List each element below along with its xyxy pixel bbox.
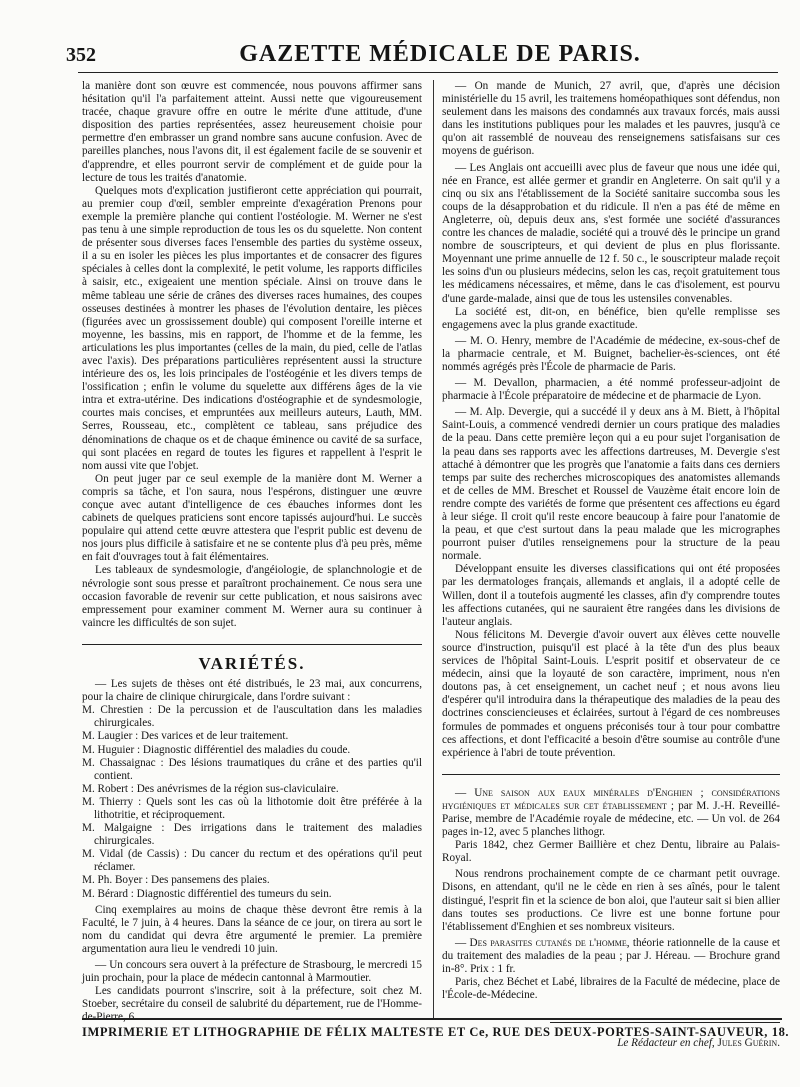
thesis-item: M. Malgaigne : Des irrigations dans le traitement des maladies chirurgicales. xyxy=(82,822,422,848)
review-text: Nous rendrons prochainement compte de ce charmant petit ouvrage. Disons, en attendant, qu'il ne le cède en rien à ses aînés, pour le talent distingué, l'esprit fin et la science de bon aloi, que l'auteur sait si bien allier dans toutes ses productions. Ce livre est une bonne fortune pour l'établissement d'Enghien et ses nombreux visiteurs. xyxy=(442,868,780,933)
review-paragraph: Les tableaux de syndesmologie, d'angéiologie, de splanchnologie et de névrologie sont sous presse et paraîtront prochainement. Ce nous sera une occasion favorable de revenir sur cette publication, et nous saisirons avec empressement pour examiner comment M. Werner aura su continuer à vaincre les difficultés de son sujet. xyxy=(82,564,422,629)
news-paragraph: — M. Alp. Devergie, qui a succédé il y deux ans à M. Biett, à l'hôpital Saint-Louis, a commencé vendredi dernier un cours pratique des maladies de la peau. Dans cette première leçon qui a eu pour sujet l'organisation de la peau dans ses rapports avec les affections dartreuses, M. Devergie s'est attaché à démontrer que les progrès que l'anatomie a faits dans ces derniers temps par suite des recherches microscopiques des anatomistes allemands et de celles de MM. Breschet et Roussel de Vauzème était encore loin de rendre compte des variétés de forme que présentent ces affections eu égard à leur siége. Il croit qu'il reste encore beaucoup à faire pour l'anatomie de la peau, et que c'est surtout dans la peau malade que les micrographes pourront puiser d'utiles renseignemens pour la structure de la peau normale. xyxy=(442,406,780,563)
left-column xyxy=(82,80,422,1024)
printer-imprint: IMPRIMERIE ET LITHOGRAPHIE DE FÉLIX MALTESTE ET Ce, RUE DES DEUX-PORTES-SAINT-SAUVEUR, 18. xyxy=(82,1025,790,1039)
journal-title: GAZETTE MÉDICALE DE PARIS. xyxy=(239,41,641,67)
thesis-item: M. Robert : Des anévrismes de la région sus-claviculaire. xyxy=(82,782,339,795)
news-paragraph: — Les Anglais ont accueilli avec plus de faveur que nous une idée qui, née en France, est allée germer et grandir en Angleterre. On sait qu'il y a cinq ou six ans l'établissement de la Société sanitaire succomba sous les coups de la désapprobation et du ridicule. Il n'en a pas été de même en Angleterre, où, depuis deux ans, s'est formée une société d'assurances contre les chances de maladie, société qui a trouvé dès le principe un grand nombre de souscripteurs, et qui devient de plus en plus florissante. Moyennant une prime annuelle de 12 f. 50 c., le souscripteur malade reçoit les soins d'un ou plusieurs médecins, selon les cas, reçoit gratuitement tous les médicamens nécessaires, et même, dans le cas d'isolement, est pourvu d'une garde-malade, ainsi que de tous les ustensiles convenables. xyxy=(442,161,780,305)
notice-paragraph: Les candidats pourront s'inscrire, soit à la préfecture, soit chez M. Stoeber, secrétaire du conseil de salubrité du département, rue de l'Homme-de-Pierre, 6. xyxy=(82,985,422,1024)
signature-rule xyxy=(550,1022,780,1023)
column-divider xyxy=(433,80,434,1020)
thesis-item: M. Chassaignac : Des lésions traumatiques du crâne et des parties qu'il contient. xyxy=(82,756,422,782)
thesis-item: M. Laugier : Des varices et de leur traitement. xyxy=(82,730,289,743)
thesis-item: M. Ph. Boyer : Des pansemens des plaies. xyxy=(82,874,270,887)
bibliography-rule xyxy=(442,774,780,775)
thesis-item: M. Chrestien : De la percussion et de l'auscultation dans les maladies chirurgicales. xyxy=(82,704,422,730)
review-publisher: Paris 1842, chez Germer Baillière et chez Dentu, libraire au Palais-Royal. xyxy=(442,839,780,865)
varietes-intro: — Les sujets de thèses ont été distribués, le 23 mai, aux concurrens, pour la chaire de clinique chirurgicale, dans l'ordre suivant : xyxy=(82,678,422,704)
news-paragraph: Développant ensuite les diverses classifications qui ont été proposées par les dermatologes français, allemands et anglais, il a adopté celle de Willen, dont il a toutefois augmenté les classes, afin d'y comprendre toutes les affections cutanées, qui ne sauraient être rangées dans les divisions de l'auteur anglais. xyxy=(442,563,780,628)
thesis-item: M. Vidal (de Cassis) : Du cancer du rectum et des opérations qu'il peut réclamer. xyxy=(82,848,422,874)
right-column xyxy=(442,80,780,1050)
news-paragraph: Nous félicitons M. Devergie d'avoir ouvert aux élèves cette nouvelle source d'instruction, puisqu'il est placé à la tête d'un des plus beaux services de l'hôpital Saint-Louis. L'esprit positif et observateur de ce médecin, ainsi que la loyauté de son caractère, impriment, nous n'en doutons pas, à cet enseignement, un cachet neuf ; et nous avons lieu d'espérer qu'il introduira dans la thérapeutique des maladies de la peau des doctrines consciencieuses et éclairées, surtout à l'égard de ces nombreuses formules de pommades et onguens préconisés tour à tour pour combattre ces affections, et dont l'efficacité a besoin d'être soumise au contrôle d'une expérience à l'abri de toute prévention. xyxy=(442,628,780,759)
thesis-item: M. Bérard : Diagnostic différentiel des tumeurs du sein. xyxy=(82,887,332,900)
footer-rule xyxy=(82,1018,782,1020)
thesis-item: M. Huguier : Diagnostic différentiel des maladies du coude. xyxy=(82,743,351,756)
news-paragraph: — On mande de Munich, 27 avril, que, d'après une décision ministérielle du 15 avril, les traitemens homéopathiques sont défendus, non seulement dans les maisons des condamnés aux travaux forcés, mais aussi dans les institutions publiques pour les malades et les pauvres, jusqu'à ce qu'on ait rassemblé de nouveau des renseignemens satisfaisans sur ces moyens de guérison. xyxy=(442,80,780,158)
review-title: Des parasites cutanés de l'homme, xyxy=(469,936,630,949)
news-paragraph: — M. O. Henry, membre de l'Académie de médecine, ex-sous-chef de la pharmacie centrale, et M. Buignet, bachelier-ès-sciences, ont été nommés agrégés près l'École de pharmacie de Paris. xyxy=(442,334,780,373)
review-entry: — Une saison aux eaux minérales d'Enghien ; considérations hygiéniques et médicales sur cet établissement ; par M. J.-H. Reveillé-Parise, membre de l'Académie royale de médecine, etc. — Un vol. de 264 pages in-12, avec 5 planches lithogr. xyxy=(442,786,780,839)
header-rule xyxy=(78,72,778,73)
page-number: 352 xyxy=(66,44,96,66)
review-details: théorie rationnelle de la cause et du traitement des maladies de la peau ; par J. Héreau. — Brochure grand in-8°. Prix : 1 fr. xyxy=(442,936,781,975)
news-paragraph: — M. Devallon, pharmacien, a été nommé professeur-adjoint de pharmacie à l'École préparatoire de médecine et de pharmacie de Lyon. xyxy=(442,377,780,403)
varietes-heading: VARIÉTÉS. xyxy=(198,653,306,673)
review-publisher: Paris, chez Béchet et Labé, libraires de la Faculté de médecine, place de l'École-de-Médecine. xyxy=(442,976,780,1002)
page-header xyxy=(0,0,800,76)
review-paragraph: la manière dont son œuvre est commencée, nous pouvons affirmer sans hésitation qu'il l'a parfaitement atteint. Aussi nette que vigoureusement tracée, chaque gravure offre en outre le mérite d'une attitude, d'une disposition des parties représentées, assez heureusement choisie pour permettre d'en embrasser un grand nombre sans aucune confusion. Avec de pareilles planches, nous l'avons dit, il est également facile de se souvenir et d'apprendre, et elles pourront servir de complément et de guide pour la lecture de tous les traités d'anatomie. xyxy=(82,80,422,184)
notice-paragraph: — Un concours sera ouvert à la préfecture de Strasbourg, le mercredi 15 juin prochain, pour la place de médecin cantonnal à Marmoutier. xyxy=(82,959,422,985)
review-paragraph: On peut juger par ce seul exemple de la manière dont M. Werner a compris sa tâche, et l'on saura, nous l'espérons, distinguer une œuvre conçue avec autant d'intelligence de ces ébauches informes dont les cabinets de quelques praticiens sont encore tapissés aujourd'hui. Le succès populaire qui attend cette œuvre attestera que l'esprit public est devenu de nos jours plus difficile à satisfaire et ne se contente plus d'à peu près, même en fait d'ouvrages tout à fait élémentaires. xyxy=(82,472,422,564)
news-paragraph: La société est, dit-on, en bénéfice, bien qu'elle remplisse ses engagemens avec la plus grande exactitude. xyxy=(442,305,780,331)
notice-paragraph: Cinq exemplaires au moins de chaque thèse devront être remis à la Faculté, le 7 juin, à 4 heures. Dans la séance de ce jour, on tirera au sort le nom du candidat qui devra être argumenté le premier. La première argumentation aura lieu le vendredi 10 juin. xyxy=(82,903,422,955)
section-rule xyxy=(82,644,422,645)
review-paragraph: Quelques mots d'explication justifieront cette appréciation qui pourrait, au premier coup d'œil, sembler empreinte d'exagération Prenons pour exemple la première planche qui contient l'ostéologie. M. Werner ne s'est pas tenu à une simple reproduction de tous les os du squelette. Non content de présenter sous diverses faces l'ensemble des parties du système osseux, il a su en isoler les pièces les plus importantes et de consacrer des figures spéciales à celles dont la complexité, le petit volume, les rapports difficiles à saisir, etc., exigeaient une mention spéciale. Ainsi on trouve dans le même tableau une série de crânes des diverses races humaines, des coupes osseuses destinées à montrer les phases de l'évolution dentaire, les pièces (figurées avec un grossissement double) qui composent l'oreille interne et moyenne, les bassins, mis en rapport, de l'homme et de la femme, les articulations les plus importantes (celles de la main, du pied, celle de l'atlas avec l'axis). Des préparations particulières représentent aussi la structure intérieure des os, les lois principales de l'ostéogénie et les divers temps de l'ossification ; enfin le volume du squelette aux différens âges de la vie intra et extra-utérine. Des indications d'ostéographie et de syndesmologie, courtes mais concises, et empruntées aux meilleurs auteurs, Lauth, MM. Serres, Rousseau, etc., complètent ce tableau, sans préjudice des dénominations de chaque os et de chaque éminence ou cavité de sa surface, qui sont placées en regard de toutes les figures et rappellent à l'esprit le nom aussi vite que l'objet. xyxy=(82,184,422,472)
thesis-item: M. Thierry : Quels sont les cas où la lithotomie doit être préférée à la lithotritie, et réciproquement. xyxy=(82,795,422,821)
review-details: par M. J.-H. Reveillé-Parise, membre de l'Académie royale de médecine, etc. — Un vol. de 264 pages in-12, avec 5 planches lithogr. xyxy=(442,799,780,839)
review-title: Une saison aux eaux minérales d'Enghien ; considérations hygiéniques et médicales sur cet établissement ; xyxy=(442,786,780,812)
signature-label: Le Rédacteur en chef, xyxy=(617,1037,715,1050)
editor-name: Jules Guérin. xyxy=(717,1037,780,1050)
review-entry: — Des parasites cutanés de l'homme, théorie rationnelle de la cause et du traitement des maladies de la peau ; par J. Héreau. — Brochure grand in-8°. Prix : 1 fr. xyxy=(442,936,781,975)
